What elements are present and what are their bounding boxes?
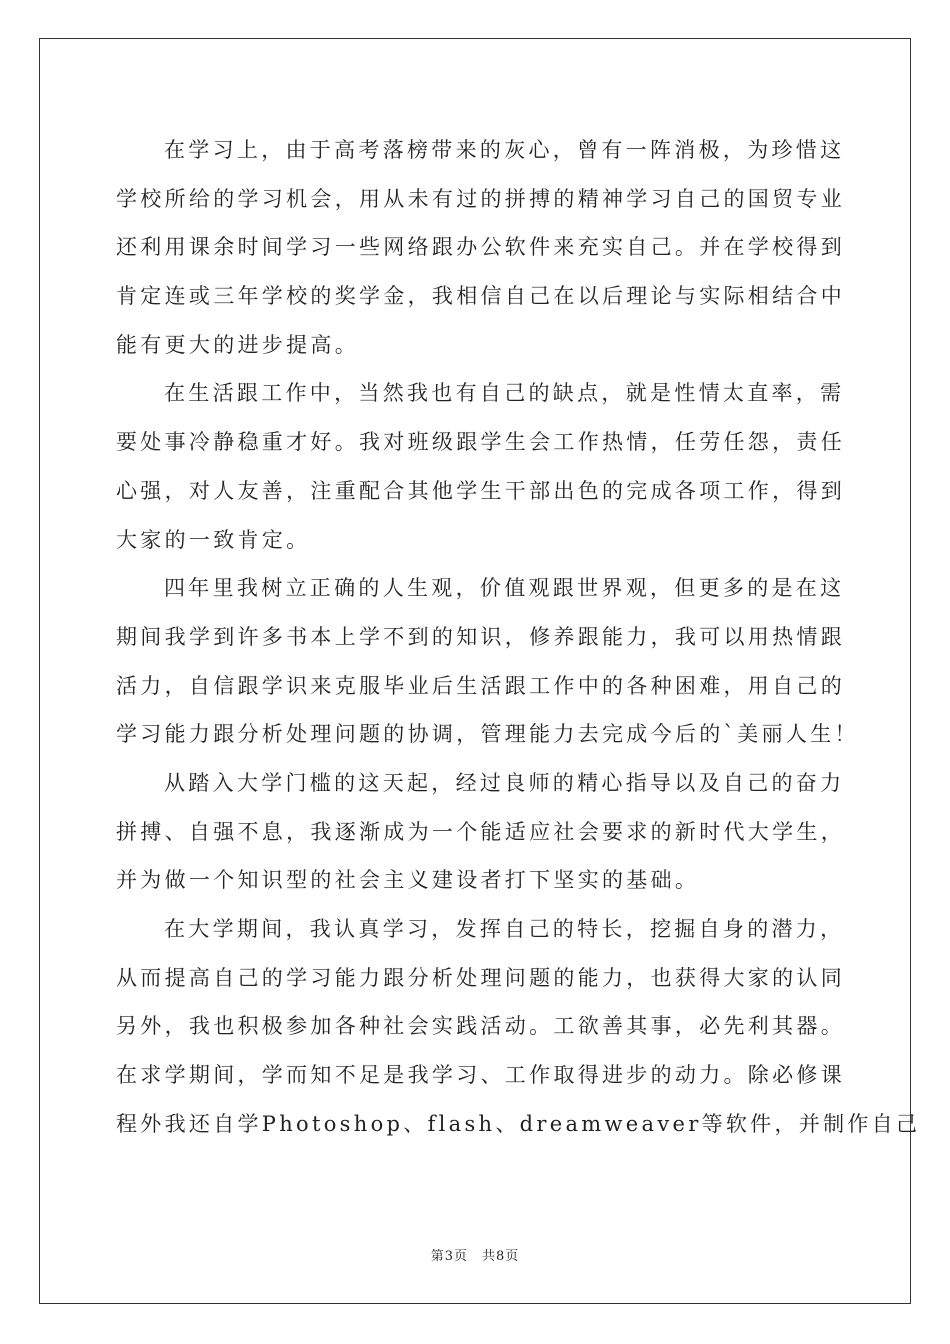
text-line: 在大学期间，我认真学习，发挥自己的特长，挖掘自身的潜力， <box>164 917 845 941</box>
text-line: 在学习上，由于高考落榜带来的灰心，曾有一阵消极，为珍惜这 <box>164 138 845 162</box>
text-line: 大家的一致肯定。 <box>116 527 311 552</box>
text-line: 还利用课余时间学习一些网络跟办公软件来充实自己。并在学校得到 <box>116 235 845 260</box>
page-total: 共8页 <box>482 1249 520 1264</box>
text-line: 学习能力跟分析处理问题的协调，管理能力去完成今后的`美丽人生！ <box>116 722 859 747</box>
text-line: 在求学期间，学而知不足是我学习、工作取得进步的动力。除必修课 <box>116 1063 845 1088</box>
document-body <box>116 126 921 1148</box>
page-number: 第3页 <box>430 1249 468 1264</box>
text-line: 能有更大的进步提高。 <box>116 332 359 357</box>
text-line: 要处事冷静稳重才好。我对班级跟学生会工作热情，任劳任怨，责任 <box>116 430 845 455</box>
text-line: 心强，对人友善，注重配合其他学生干部出色的完成各项工作，得到 <box>116 478 845 503</box>
text-line: 并为做一个知识型的社会主义建设者打下坚实的基础。 <box>116 868 700 893</box>
page-footer <box>0 1245 950 1264</box>
text-line: 四年里我树立正确的人生观，价值观跟世界观，但更多的是在这 <box>164 576 845 601</box>
text-line: 拼搏、自强不息，我逐渐成为一个能适应社会要求的新时代大学生， <box>116 819 845 844</box>
text-line: 从而提高自己的学习能力跟分析处理问题的能力，也获得大家的认同 <box>116 965 845 990</box>
text-line: 学校所给的学习机会，用从未有过的拼搏的精神学习自己的国贸专业 <box>116 186 845 211</box>
text-line: 肯定连或三年学校的奖学金，我相信自己在以后理论与实际相结合中 <box>116 284 845 309</box>
text-line: 在生活跟工作中，当然我也有自己的缺点，就是性情太直率，需 <box>164 381 845 406</box>
text-line: 活力，自信跟学识来克服毕业后生活跟工作中的各种困难，用自己的 <box>116 673 845 698</box>
text-line: 期间我学到许多书本上学不到的知识，修养跟能力，我可以用热情跟 <box>116 624 845 649</box>
text-line: 另外，我也积极参加各种社会实践活动。工欲善其事，必先利其器。 <box>116 1014 845 1039</box>
text-line: 程外我还自学Photoshop、flash、dreamweaver等软件，并制作自己 <box>116 1111 921 1136</box>
text-line: 从踏入大学门槛的这天起，经过良师的精心指导以及自己的奋力 <box>164 770 845 795</box>
